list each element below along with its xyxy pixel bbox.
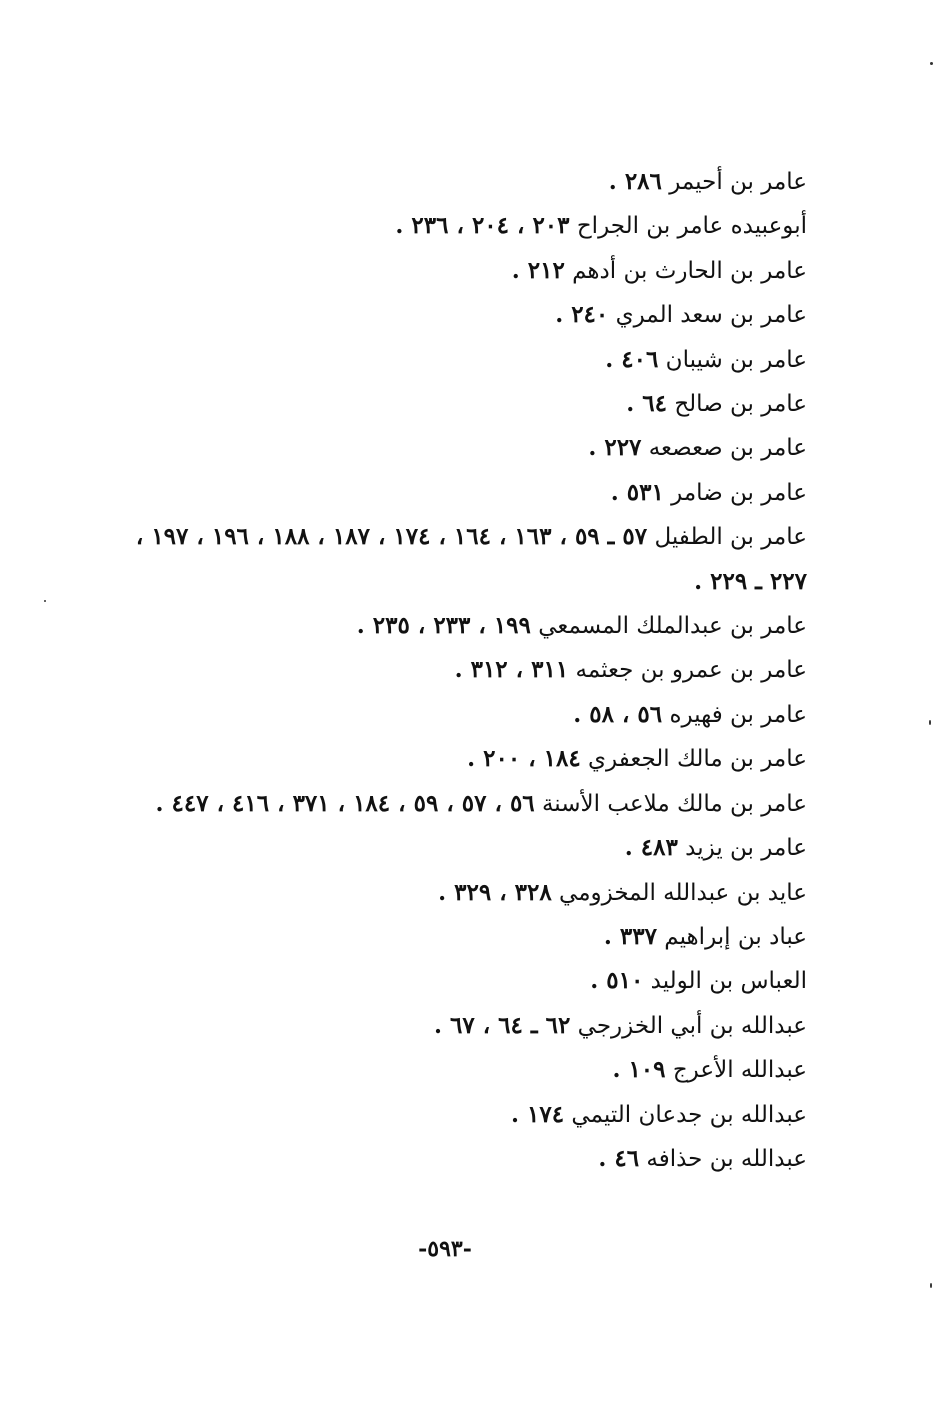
scan-speck (44, 600, 46, 602)
index-entry (127, 426, 807, 470)
entry-pages: ١٧٤ . (511, 1100, 565, 1128)
entry-name: عامر بن الحارث بن أدهم (572, 257, 807, 284)
entry-name: عامر بن الطفيل (654, 524, 807, 551)
entry-name: عامر بن ضامر (671, 479, 807, 506)
entry-pages: ٥٦ ، ٥٨ . (573, 700, 663, 728)
index-entry (127, 515, 807, 604)
entry-name: عامر بن صعصعه (648, 435, 807, 462)
index-entry (127, 1093, 807, 1137)
entry-pages: ٥١٠ . (590, 967, 644, 995)
entry-pages: ٤٨٣ . (624, 834, 678, 862)
entry-pages: ٤٦ . (598, 1144, 640, 1172)
index-entry (127, 1137, 807, 1181)
index-entry (127, 648, 807, 692)
entry-pages: ٢٠٣ ، ٢٠٤ ، ٢٣٦ . (395, 212, 570, 240)
entry-pages: ١٨٤ ، ٢٠٠ . (467, 745, 581, 773)
entry-name: عباد بن إبراهيم (664, 923, 807, 950)
entry-name: عامر بن سعد المري (615, 302, 807, 329)
entry-pages: ٢٤٠ . (555, 301, 609, 329)
entry-name: عامر بن عمرو بن جعثمه (575, 657, 807, 684)
entry-pages: ٢٢٧ . (588, 434, 642, 462)
index-entry (127, 871, 807, 915)
entry-name: عامر بن مالك الجعفري (588, 746, 807, 773)
index-entry (127, 1004, 807, 1048)
scan-speck (929, 720, 931, 725)
entry-pages: ٦٤ . (626, 390, 668, 418)
entry-pages: ٢١٢ . (511, 256, 565, 284)
entry-name: عامر بن صالح (674, 391, 807, 418)
entry-name: عامر بن فهيره (669, 701, 807, 728)
entry-name: عامر بن عبدالملك المسمعي (538, 613, 807, 640)
entry-name: عبدالله بن أبي الخزرجي (577, 1012, 807, 1039)
index-entry (127, 204, 807, 248)
entry-name: عبدالله الأعرج (672, 1057, 807, 1084)
entry-name: عبدالله بن جدعان التيمي (571, 1101, 807, 1128)
entry-pages: ١٠٩ . (612, 1056, 666, 1084)
index-entry (127, 693, 807, 737)
entry-pages: ١٩٩ ، ٢٣٣ ، ٢٣٥ . (356, 612, 531, 640)
entry-pages: ٣٣٧ . (603, 922, 657, 950)
entry-name: العباس بن الوليد (650, 968, 807, 995)
index-entry (127, 782, 807, 826)
entry-name: عامر بن مالك ملاعب الأسنة (541, 790, 807, 817)
index-entry (127, 1048, 807, 1092)
entry-pages: ٥٧ ـ ٥٩ ، ١٦٣ ، ١٦٤ ، ١٧٤ ، ١٨٧ ، ١٨٨ ، ١٩٦ ، ١٩٧ ، ٢٢٧ ـ ٢٢٩ . (135, 523, 807, 595)
entry-name: أبوعبيده عامر بن الجراح (576, 213, 807, 240)
index-entry (127, 160, 807, 204)
index-entry (127, 826, 807, 870)
page-number: -٥٩٣- (418, 1236, 472, 1262)
scan-speck (930, 62, 933, 65)
index-entry (127, 249, 807, 293)
entry-name: عايد بن عبدالله المخزومي (559, 879, 807, 906)
entry-pages: ٢٨٦ . (608, 168, 662, 195)
index-entry (127, 604, 807, 648)
index-entry (127, 382, 807, 426)
entry-name: عامر بن شيبان (665, 346, 807, 373)
entry-name: عامر بن أحيمر (669, 169, 807, 195)
entry-name: عامر بن يزيد (685, 835, 807, 862)
entry-pages: ٥٣١ . (610, 478, 664, 506)
entry-pages: ٥٦ ، ٥٧ ، ٥٩ ، ١٨٤ ، ٣٧١ ، ٤١٦ ، ٤٤٧ . (155, 789, 535, 817)
index-entry (127, 293, 807, 337)
index-entry (127, 338, 807, 382)
index-entry (127, 471, 807, 515)
index-entry (127, 959, 807, 1003)
entry-pages: ٣١١ ، ٣١٢ . (454, 656, 569, 684)
entry-pages: ٦٢ ـ ٦٤ ، ٦٧ . (433, 1011, 571, 1039)
scan-speck (930, 1283, 932, 1288)
entry-pages: ٤٠٦ . (605, 345, 659, 373)
name-index-list (127, 160, 807, 1181)
entry-name: عبدالله بن حذافه (646, 1145, 807, 1172)
index-entry (127, 737, 807, 781)
entry-pages: ٣٢٨ ، ٣٢٩ . (438, 878, 552, 906)
index-entry (127, 915, 807, 959)
